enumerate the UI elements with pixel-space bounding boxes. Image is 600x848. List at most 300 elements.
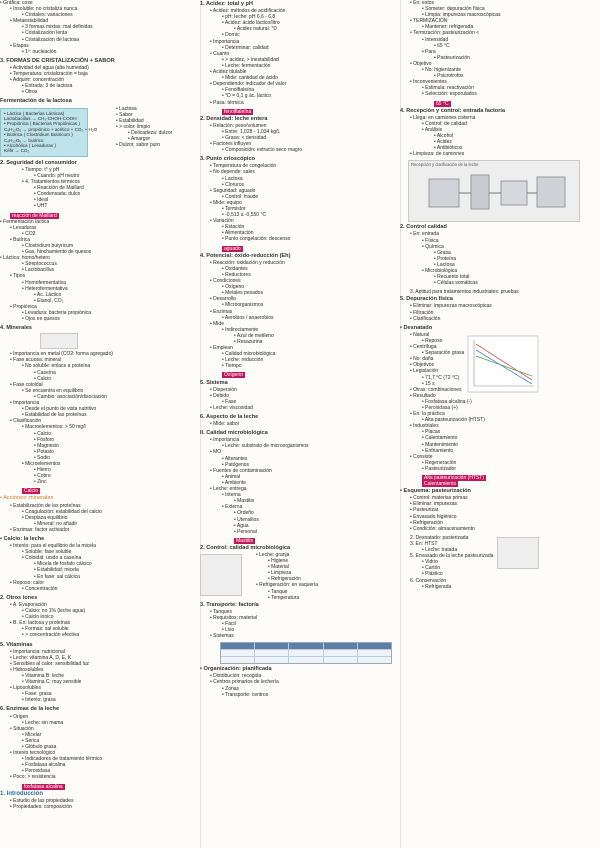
section-title: • Esquema: pasteurización (400, 488, 471, 495)
list-item: • Separación grasa (422, 350, 465, 357)
list-item: • Pasteurización (434, 54, 470, 61)
list-res (400, 393, 600, 472)
list-item: • Butírica (10, 236, 31, 243)
list-item: • Dornic (222, 32, 240, 39)
list-item: • Concentración (22, 585, 58, 592)
list-acc (0, 503, 200, 533)
list-item: • Grasa (434, 249, 451, 256)
list-item: 2. Desnatado: pasterizada (410, 534, 469, 541)
list-item: • No soluble: enlace a proteína (22, 363, 91, 370)
list-item: • Hierro (34, 467, 51, 474)
column-1 (0, 0, 200, 848)
list-item: • Termización: pasteurización < (410, 30, 480, 37)
list-item: • Refrigeración (410, 519, 443, 526)
list-item: • Mide: sabor (210, 421, 240, 428)
list-item: • Personal (234, 528, 257, 535)
list-item: • Reposo: calor (10, 579, 44, 586)
list-item: • Para (422, 48, 436, 55)
list-item: • Ac. Láctico (34, 291, 62, 298)
list-item: • Importancia (210, 437, 240, 444)
list-item: • Calcio (34, 375, 52, 382)
list-item: • Microbiológica (422, 268, 458, 274)
mineral-figure (40, 333, 78, 349)
list-item: • Zinc (34, 479, 47, 486)
list-item: • Estabilidad (116, 117, 144, 124)
list-item: • Zonas (222, 685, 240, 692)
list-item: • Placas (422, 429, 441, 436)
list-item: • Tanque (268, 588, 288, 595)
list-item: • Leche: vitamina A, D, E, K (10, 654, 72, 661)
list-item: • Sodio (34, 454, 50, 461)
list-item: • Leche: reducción (222, 357, 264, 364)
list-item: • Condición: almacenamiento (410, 525, 475, 532)
list-item: • 1º: nucleación (22, 48, 57, 55)
list-item: • Mide: cantidad de ácido (222, 75, 278, 82)
list-item: • Fase coloidal (10, 381, 43, 388)
list-item: • Psicrotrofos (434, 73, 464, 80)
list-item: • Fase acuosa: mineral (10, 357, 61, 364)
list-item: • Homofermentativa (22, 279, 66, 286)
list-item: • Debido (210, 392, 229, 399)
list-item: • Alcohol (434, 132, 454, 139)
list-item: • Lactosa (222, 175, 243, 182)
section-title: • Calcio: la leche (0, 536, 45, 542)
section-title: 3. Transporte: factoría (200, 601, 259, 608)
list-item: • > color: limpio (116, 123, 151, 130)
list-item: • Amargor (128, 135, 151, 142)
list-item: • Ojos en quesos (22, 316, 60, 323)
list-item: • Material (268, 564, 289, 571)
list-item: • Indirectamente (222, 326, 259, 333)
list-item: • Química (422, 243, 444, 250)
list-s4 (400, 115, 600, 158)
list-item: • Cristalización lenta (22, 30, 68, 37)
list-min (0, 351, 200, 485)
figure-caption: Recepción y clarificación de la leche (411, 162, 479, 168)
list-item: • Utensilios (234, 516, 259, 523)
list-item: • Leche: sin mama (22, 719, 64, 726)
list-item: • Cuando: pH neutro (34, 172, 80, 179)
list-s5 (200, 387, 400, 411)
list-item: • Pasteurizador (422, 465, 456, 472)
list-item: • 4. Tratamientos térmicos (22, 179, 80, 186)
list-item: • Tipos (10, 273, 26, 280)
list-s4 (200, 260, 400, 370)
list-item: • 65 °C (434, 42, 450, 49)
list-item: • Temperatura de congelación (210, 163, 277, 170)
list-item: • Eliminar: impurezas macroscópicas (410, 303, 492, 310)
list-tr (200, 609, 400, 639)
section-title: 1. Introducción (0, 790, 44, 797)
list-item: • Ambiente (222, 479, 246, 486)
list-item: • Cambio: asociación/disociación (34, 393, 107, 400)
list-item: 5. Envasado de la leche pasteurizada (410, 553, 494, 560)
list-item: • No: higienizante (422, 67, 461, 74)
list-item: • Interés: grasa (22, 697, 56, 704)
list-item: • > acidez, > inestabilidad (222, 56, 279, 63)
list-item: • Macroelementos: > 50 mg/l (22, 424, 86, 431)
list-item: • Láctica: homo/hetero (0, 255, 50, 262)
list-item: • Células somáticas (434, 280, 478, 287)
list-item: • Alimentación (222, 230, 254, 237)
list-item: • Tanques (210, 608, 232, 615)
highlight-badge: Alta pasteurización (HTST) (424, 475, 485, 481)
list-item: • Estabilidad de las proteínas (22, 412, 87, 419)
list-item: • Acidez titulable (210, 69, 247, 76)
list-item: • Cuanto (210, 50, 230, 57)
list-item: • Animal (222, 473, 241, 480)
list-item: • Entre: 1,028 - 1,034 kg/L (222, 128, 281, 135)
list-item: • Envasado higiénico (410, 513, 457, 520)
list-top (400, 0, 600, 98)
list-item: • Sabor (116, 111, 133, 118)
list-item: • Vitamina B: leche (22, 672, 64, 679)
list-item: • Gráfica: cose (0, 0, 33, 6)
highlight-badge: Oxígeno (224, 372, 243, 379)
list-item: • Sensibles al calor: sensibilidad luz (10, 660, 90, 667)
list-item: • Liso (222, 627, 235, 634)
list-item: • Limpieza: de camiones (410, 151, 465, 158)
list-item: • Caseína (34, 369, 56, 376)
list-item: • Clasificación (10, 418, 42, 425)
list-org (200, 673, 400, 697)
list-item: • Mantener: refrigerada (422, 24, 474, 31)
list-item: • Filtración (410, 309, 434, 316)
section-title: 5. Sistema (200, 379, 228, 386)
section-title: 5. Depuración física (400, 296, 453, 303)
list-item: • Azul de metileno (234, 332, 274, 339)
list-item: • Adquirir: concentración (10, 77, 65, 84)
list-item: • Tiempo (222, 363, 242, 370)
list-item: • Estabilización de las proteínas (10, 502, 81, 509)
list-item: • Fase: grasa (22, 691, 52, 698)
section-title: 3. Punto crioscópico (200, 156, 256, 163)
list-item: • Oxidantes (222, 265, 248, 272)
list-item: • Patógenos (222, 461, 250, 468)
list-item: • Peroxidasa (22, 768, 51, 775)
list-item: • Mantenimiento (422, 441, 458, 448)
list-item: • Tiempo: t° y pH (22, 166, 60, 173)
section-title: 1. Acidez: total y pH (200, 1, 253, 7)
list-item: • Fuentes de contaminación (210, 467, 272, 474)
list-item: • Factores influyen (210, 141, 252, 148)
list-item: • Leche: substrato de microorganismos (222, 443, 309, 450)
list-item: • TERMIZACIÓN (410, 18, 448, 25)
box-line: • Butírica ( Clostridium Butiricum ) (4, 132, 73, 138)
list-item: • Importancia en metal (CO2: forma agregado) (10, 351, 113, 358)
section-title: 2. Densidad: leche entera (200, 115, 268, 122)
list-cc (246, 552, 318, 601)
list-item: • Metales pesados (222, 290, 263, 297)
list-item: • Intensidad (422, 36, 449, 43)
list-item: • Calcio iónico (22, 614, 54, 621)
list-item: • En: la práctica (410, 411, 445, 418)
list-des (400, 332, 464, 393)
section-title: 2. Otros iones (0, 594, 38, 601)
list-item: • Someter: depuración física (422, 6, 485, 13)
list-item: • Calcio (34, 430, 52, 437)
list-item: • Agua (234, 522, 249, 529)
box-line: Kéfir → CO₂ (4, 148, 30, 154)
list-item: • Entrada: 3 de lactosa (22, 83, 73, 90)
section-title: 5. Vitaminas (0, 641, 33, 648)
list-item: • Estudio de las propiedades (10, 797, 74, 804)
section-title: 2. Control: calidad microbiológica (200, 544, 291, 551)
list-item: • Alta pasteurización (HTST) (422, 417, 485, 424)
list-item: • 15 s (422, 380, 435, 387)
list-item: • Higiene (268, 558, 289, 565)
list-item: • Relación: peso/volumen (210, 122, 267, 129)
list-item: • Pasteurizar (410, 507, 439, 514)
list-item: • Origen (10, 713, 29, 720)
list-item: • Mastitis (234, 498, 255, 505)
systems-table (220, 642, 392, 664)
list-item: • Leche: fermentación (222, 62, 271, 69)
list-item: • Importancia: nutricional (10, 648, 65, 655)
section-title: • Organización: planificada (200, 666, 272, 673)
list-item: • Refrigeración (268, 576, 301, 583)
list-item: • Lactobacillus (22, 267, 55, 274)
list-ii (200, 437, 400, 535)
list-item: • Composición: extracto seco magro (222, 147, 303, 154)
bottom-block (400, 535, 600, 590)
list-item: • En: entrada (410, 231, 439, 238)
list-item: • Vidrio (422, 559, 438, 566)
list-s3 (0, 65, 200, 95)
list-item: • Industriales (410, 423, 439, 430)
list-item: • °D = 0,1 g ác. láctico (222, 93, 272, 100)
list-item: • Importancia (10, 400, 40, 407)
box-line: • Láctica ( Bacterias Lácticas) (4, 110, 65, 116)
list-item: 6. Conservación (410, 577, 447, 584)
box-line: • Alcohólica ( Levaduras ) (4, 142, 56, 148)
list-item: • Streptococcus (22, 261, 57, 268)
list-item: • Plástico (422, 571, 443, 578)
list-item: • Leche: viscosidad (210, 404, 253, 411)
list-item: • -0,513 a -0,550 °C (222, 212, 267, 219)
list-item: • Física (422, 237, 439, 244)
box-line: C₆H₁₂O₆ → propiónico + acético + CO₂ + H₂O (4, 126, 98, 132)
list-enz (0, 714, 200, 781)
list-item: • Heterofermentativa (22, 285, 68, 292)
list-item: • Fósforo (34, 436, 55, 443)
list-item: • Metaestabilidad (10, 18, 49, 25)
list-item: • No depende: sales (210, 169, 255, 176)
list-item: • Cobre (34, 473, 51, 480)
list-item: • pH: leche: pH 6,6 - 6,8 (222, 14, 276, 21)
list-item: • Microelementos (22, 460, 61, 467)
list-item: • Enfriamiento (422, 447, 454, 454)
list-s6 (200, 421, 400, 427)
list-item: • Calentamiento (422, 435, 458, 442)
fermentation-block (0, 106, 200, 159)
list-item: • Hidrosolubles (10, 666, 44, 673)
list-item: • Antibióticos (434, 145, 463, 152)
list-item: • Liposolubles (10, 685, 41, 692)
list-item: • Calcio: no 1% (leche agua) (22, 608, 86, 615)
reception-diagram (409, 161, 579, 221)
list-item: • Sistemas (210, 633, 234, 640)
list-item: • 71,7 °C (72 °C) (422, 374, 460, 381)
des-block (400, 332, 600, 393)
column-2 (200, 0, 400, 848)
list-item: • Formas: sal soluble (22, 626, 69, 633)
list-item: • Emplean (210, 345, 233, 352)
list-s2 (0, 602, 200, 639)
highlight-badge: Mastitis (236, 537, 253, 544)
list-item: • Llega: en camiones cisterna (410, 114, 476, 121)
section-title: 2. Seguridad del consumidor (0, 159, 77, 166)
list-item: • En fase: sal cálcica (34, 573, 80, 580)
list-item: • Consiste (410, 453, 433, 460)
list-item: • Leche: entrega (210, 486, 247, 493)
list-item: • Objetivo (410, 60, 432, 67)
box-line: Lactobacillus → CH₃-CHOH-COOH (4, 115, 77, 121)
list-item: • Dulzor, sabor puro (116, 142, 160, 149)
list-item: • Coloidal: unido a caseína (22, 555, 82, 562)
list-item: • Glóbulo grasa (22, 744, 57, 750)
list-item: • Coagulación: estabilidad del calcio (22, 508, 102, 515)
list-item: • Cloruros (222, 181, 245, 188)
list-item: • 3 formas mixtas: mal definidas (22, 24, 93, 31)
list-item: • Potasio (34, 448, 54, 455)
list-item: • Proteína (434, 255, 457, 262)
list-item: • Levaduras (10, 224, 37, 231)
list-item: • Variación (210, 218, 234, 225)
list-item: • Control: fraude (222, 193, 259, 200)
list-item: • Insoluble: no cristaliza nunca (10, 6, 78, 13)
list-item: • Fermentación láctica (0, 218, 50, 225)
list-item: • Indicadores de tratamiento térmico (22, 756, 103, 763)
list-item: • Se encuentra en equilibrio (22, 387, 84, 394)
temperature-time-graph (468, 336, 538, 392)
figure-equipment (200, 554, 242, 596)
list-item: • Delicadeza: dulzor (128, 129, 173, 136)
list-item: • Reacción: oxidación y reducción (210, 259, 285, 266)
list-item: • Ideal (34, 197, 48, 204)
list-item: • Estimula: reactivación (422, 85, 474, 92)
list-item: • Natural (410, 331, 430, 338)
list-cal (0, 543, 200, 592)
list-item: • Fosfatasa alcalina (22, 762, 66, 769)
list-item: • Clarificación (410, 315, 441, 322)
list-item: • Objetivos (410, 362, 434, 369)
list-dep (400, 303, 600, 321)
list-s2 (200, 123, 400, 153)
list-intro (0, 798, 200, 810)
list-item: • Otros (22, 89, 38, 96)
list-item: • Resazurina (234, 338, 263, 345)
list-item: • Distribución: recogida (210, 673, 262, 680)
highlight-badge: reacción de Maillard (12, 212, 57, 219)
list-item: • Interna (222, 492, 241, 499)
list-item: • Etanol, CO₂ (34, 297, 64, 304)
list-item: • Reposo (422, 337, 443, 344)
list-item: • Mide (210, 320, 224, 327)
list-item: • Grasa: < densidad (222, 134, 267, 141)
section-title: • Acciones: minerales (0, 495, 54, 502)
list-item: • Acidez (434, 139, 452, 146)
list-item: • Cartón (422, 565, 441, 572)
list-item: • Poco: > resistencia (10, 774, 56, 781)
fermentation-box (0, 108, 98, 157)
list-item: • Fase (222, 398, 237, 405)
list-item: • Condensada: dulce (34, 191, 81, 198)
list-item: • Desarrollo (210, 296, 236, 303)
list-item: • Recuento total (434, 274, 470, 281)
list-item: • Regeneración (422, 459, 457, 466)
list-vit (0, 649, 200, 704)
section-title: • Desnatado (400, 324, 433, 331)
list-item: • Calidad microbiológica (222, 351, 276, 358)
list-item: • Control: de calidad (422, 120, 467, 127)
list-item: • CO2 (22, 230, 36, 237)
list-item: • Leche: granja (256, 551, 290, 558)
section-title: 6. Enzimas de la leche (0, 706, 60, 713)
list-item: • Centrífuga (410, 344, 437, 351)
list-item: • Gas, hinchamiento de quesos (22, 249, 92, 256)
list-item: • > concentración efectiva (22, 632, 80, 639)
list-item: • Control: materias primas (410, 495, 468, 502)
list-item: • Oxígeno (222, 284, 245, 291)
list-item: • Externa (222, 504, 243, 511)
list-item: • Termistor (222, 206, 246, 212)
highlight-badge: Calcio (24, 488, 38, 495)
list-item: • Interés tecnológico (10, 750, 56, 757)
highlight-badge: fenolftaleína (224, 108, 252, 115)
highlight-badge: aguado (224, 245, 241, 252)
list-seg (0, 167, 200, 210)
list-item: • Levadura: bacteria propiónica (22, 310, 92, 316)
list-item: • Estabilidad: micela (34, 567, 79, 574)
list-item: • Selección: esporulados (422, 91, 477, 98)
list-item: • Alterantes (222, 455, 248, 462)
highlight-badge: Calentamiento (424, 481, 457, 488)
list-item: • Fácil (222, 621, 236, 627)
list-item: • Otras: combinaciones (410, 386, 462, 393)
list-item: • No: daña (410, 356, 434, 363)
list-item: • Temperatura: cristalización = baja (10, 71, 88, 78)
section-title: 4. Potencial: óxido-reducción (Eh) (200, 252, 291, 259)
list-item: • Dispersión (210, 386, 237, 393)
list-item: • Interés: para el equilibrio de la micela (10, 543, 96, 550)
list-ferm-right (94, 106, 172, 159)
list-item: • Centros primarios de lechería (210, 679, 279, 686)
apt-line: 3. Aptitud para tratamientos industriales: pruebas (410, 289, 519, 296)
list-item: • Enzimas: factor activador (10, 526, 70, 533)
list-item: • Etapas (10, 42, 29, 49)
highlight-badge: 65 °C (436, 100, 449, 107)
list-item: • Determinar: calidad (222, 44, 269, 51)
section-title: 4. Recepción y control: entrada factoría (400, 107, 506, 114)
list-item: • Cristales: variaciones (22, 12, 73, 19)
list-item: • Limpieza (268, 570, 292, 577)
box-line: • Propiónica ( Bacterias Propiónicas ) (4, 121, 80, 127)
list-ctrl (400, 231, 600, 286)
list-item: • Estación (222, 224, 245, 231)
list-item: • Desplaza equilibrio (22, 514, 68, 521)
list-item: • Legislación (410, 368, 439, 375)
list-item: • Punto congelación: descenso (222, 236, 291, 243)
section-title: 4. Minerales (0, 325, 33, 332)
list-item: • Clostridium butyricum (22, 242, 74, 249)
list-fl (0, 219, 200, 323)
list-item: • MO (210, 449, 222, 456)
list-item: • Vitamina C: muy sensible (22, 679, 82, 686)
list-item: • Situación (10, 725, 34, 732)
list-item: • Importancia (210, 38, 240, 45)
list-item: • Acidez: métodos de acidificación (210, 8, 286, 15)
